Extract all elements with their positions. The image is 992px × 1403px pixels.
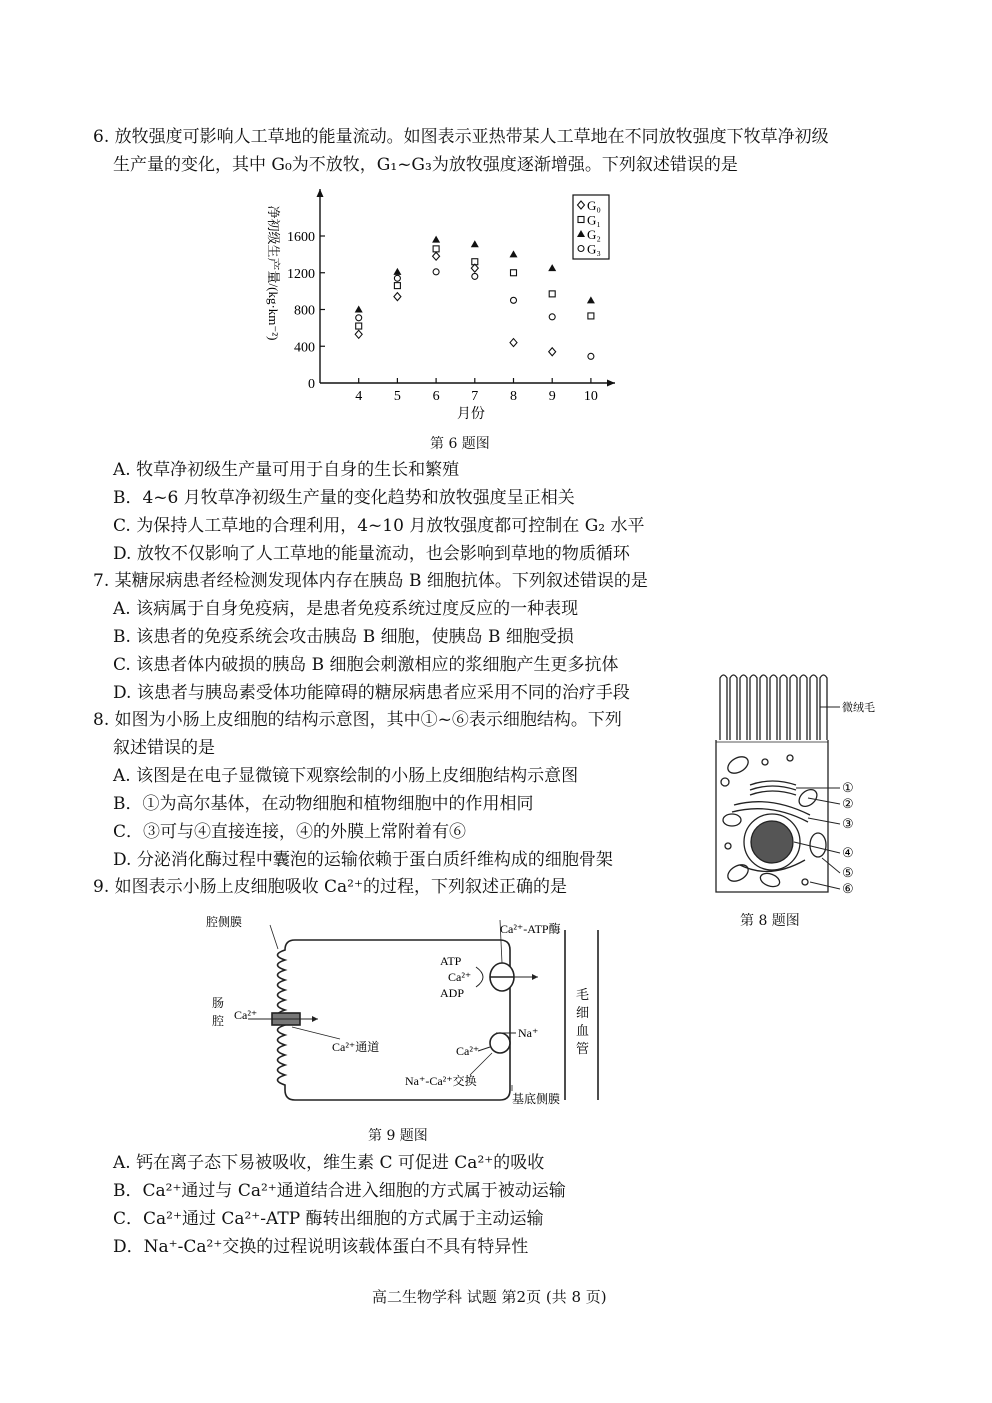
y-axis-arrow — [317, 189, 324, 197]
q9-label-capillary-1: 毛 — [576, 987, 590, 1002]
point-triangle — [510, 250, 518, 257]
microvillus — [800, 675, 807, 740]
y-tick-label: 400 — [294, 340, 315, 356]
q9-label-capillary-3: 血 — [576, 1023, 590, 1038]
q9-option-d: D．Na⁺-Ca²⁺交换的过程说明该载体蛋白不具有特异性 — [113, 1237, 529, 1257]
q9-label-ca-pump: Ca²⁺ — [448, 970, 472, 984]
point-square — [549, 291, 555, 297]
point-triangle — [432, 236, 440, 243]
q8-stem-line1: 8. 如图为小肠上皮细胞的结构示意图，其中①~⑥表示细胞结构。下列 — [93, 710, 622, 730]
legend-marker — [578, 217, 584, 223]
q9-label-lumen-membrane: 腔侧膜 — [206, 915, 243, 929]
microvillus — [770, 675, 777, 740]
legend-label: G₂ — [587, 227, 601, 242]
legend-marker — [578, 201, 585, 209]
q9-label-adp: ADP — [440, 986, 465, 1000]
q6-option-b: B．4~6 月牧草净初级生产量的变化趋势和放牧强度呈正相关 — [113, 488, 575, 508]
q8-label-microvilli: 微绒毛 — [842, 702, 875, 714]
q8-option-c: C．③可与④直接连接，④的外膜上常附着有⑥ — [113, 822, 467, 842]
q8-stem-line2: 叙述错误的是 — [113, 738, 215, 758]
point-circle — [549, 314, 555, 320]
q8-cell-diagram — [710, 670, 900, 905]
q7-option-a: A. 该病属于自身免疫病，是患者免疫系统过度反应的一种表现 — [113, 599, 579, 619]
q8-marker-3: ③ — [842, 816, 854, 831]
microvillus — [810, 675, 817, 740]
legend-label: G₁ — [587, 212, 601, 228]
q6-caption: 第 6 题图 — [430, 436, 490, 452]
point-diamond — [433, 252, 440, 260]
q9-label-lumen-2: 腔 — [212, 1014, 225, 1028]
q9-label-exchanger: Na⁺-Ca²⁺交换 — [405, 1074, 477, 1088]
q8-marker-2: ② — [842, 796, 854, 811]
q9-label-basal-membrane: 基底侧膜 — [512, 1092, 561, 1106]
q9-label-capillary-2: 细 — [576, 1005, 590, 1020]
q7-stem: 7. 某糖尿病患者经检测发现体内存在胰岛 B 细胞抗体。下列叙述错误的是 — [93, 571, 648, 591]
microvillus — [820, 675, 827, 740]
x-axis-title: 月份 — [456, 407, 485, 422]
point-circle — [394, 275, 400, 281]
q7-option-c: C. 该患者体内破损的胰岛 B 细胞会刺激相应的浆细胞产生更多抗体 — [113, 655, 619, 675]
legend-marker — [577, 230, 585, 237]
legend-label: G₃ — [587, 241, 601, 257]
point-diamond — [471, 264, 478, 272]
q9-label-lumen-1: 肠 — [212, 996, 225, 1010]
point-triangle — [471, 240, 479, 247]
q9-caption: 第 9 题图 — [368, 1128, 428, 1144]
q8-marker-4: ④ — [842, 845, 854, 860]
q6-stem-line1: 6. 放牧强度可影响人工草地的能量流动。如图表示亚热带某人工草地在不同放牧强度下牧草净初级 — [93, 127, 829, 147]
q6-chart — [255, 183, 630, 423]
microvillus — [750, 675, 757, 740]
x-tick-label: 7 — [471, 389, 479, 404]
y-axis-title: 净初级生产量/(kg·km⁻²) — [266, 205, 281, 341]
q9-option-c: C．Ca²⁺通过 Ca²⁺-ATP 酶转出细胞的方式属于主动运输 — [113, 1209, 544, 1229]
q6-option-d: D. 放牧不仅影响了人工草地的能量流动，也会影响到草地的物质循环 — [113, 544, 630, 564]
q9-option-a: A. 钙在离子态下易被吸收，维生素 C 可促进 Ca²⁺的吸收 — [113, 1153, 545, 1173]
legend-label: G₀ — [587, 198, 601, 213]
point-circle — [356, 315, 362, 321]
point-triangle — [587, 296, 595, 303]
q8-option-b: B．①为高尔基体，在动物细胞和植物细胞中的作用相同 — [113, 794, 534, 814]
point-diamond — [355, 330, 362, 338]
point-circle — [511, 297, 517, 303]
point-circle — [588, 353, 594, 359]
page-footer: 高二生物学科 试题 第2页 (共 8 页) — [372, 1288, 607, 1306]
q8-option-d: D. 分泌消化酶过程中囊泡的运输依赖于蛋白质纤维构成的细胞骨架 — [113, 850, 613, 870]
point-square — [433, 246, 439, 252]
microvillus — [760, 675, 767, 740]
point-square — [356, 323, 362, 329]
y-tick-label: 1600 — [287, 230, 315, 245]
q9-option-b: B．Ca²⁺通过与 Ca²⁺通道结合进入细胞的方式属于被动运输 — [113, 1181, 566, 1201]
legend-marker — [578, 246, 584, 252]
microvillus — [720, 675, 727, 740]
q9-label-na: Na⁺ — [518, 1026, 539, 1040]
q9-label-pump: Ca²⁺-ATP酶 — [500, 922, 561, 936]
point-diamond — [510, 339, 517, 347]
x-tick-label: 6 — [432, 389, 440, 404]
q8-marker-5: ⑤ — [842, 865, 854, 880]
q8-marker-1: ① — [842, 780, 854, 795]
q9-label-atp: ATP — [440, 954, 462, 968]
q9-label-capillary-4: 管 — [576, 1041, 590, 1056]
y-tick-label: 0 — [308, 377, 315, 392]
point-triangle — [548, 264, 556, 271]
microvillus — [790, 675, 797, 740]
microvillus — [740, 675, 747, 740]
point-diamond — [549, 348, 556, 356]
point-square — [588, 313, 594, 319]
q9-label-channel: Ca²⁺通道 — [332, 1040, 380, 1054]
microvillus — [780, 675, 787, 740]
point-triangle — [355, 306, 363, 313]
q6-stem-line2: 生产量的变化，其中 G₀为不放牧，G₁~G₃为放牧强度逐渐增强。下列叙述错误的是 — [113, 155, 738, 175]
q7-option-d: D. 该患者与胰岛素受体功能障碍的糖尿病患者应采用不同的治疗手段 — [113, 683, 630, 703]
q9-stem: 9. 如图表示小肠上皮细胞吸收 Ca²⁺的过程，下列叙述正确的是 — [93, 877, 567, 897]
q8-option-a: A. 该图是在电子显微镜下观察绘制的小肠上皮细胞结构示意图 — [113, 766, 579, 786]
point-circle — [472, 273, 478, 279]
microvillus — [730, 675, 737, 740]
point-square — [511, 270, 517, 276]
x-tick-label: 8 — [510, 389, 517, 404]
y-tick-label: 800 — [294, 303, 315, 319]
q6-option-c: C. 为保持人工草地的合理利用，4~10 月放牧强度都可控制在 G₂ 水平 — [113, 516, 645, 536]
q8-caption: 第 8 题图 — [740, 913, 800, 929]
q7-option-b: B. 该患者的免疫系统会攻击胰岛 B 细胞，使胰岛 B 细胞受损 — [113, 627, 574, 647]
x-tick-label: 5 — [393, 389, 401, 404]
x-tick-label: 9 — [548, 389, 556, 404]
q9-label-ca-left: Ca²⁺ — [234, 1008, 258, 1022]
point-triangle — [393, 268, 401, 275]
x-tick-label: 10 — [583, 389, 598, 404]
point-square — [394, 283, 400, 289]
q9-label-ca-exchange: Ca²⁺ — [456, 1044, 480, 1058]
q8-marker-6: ⑥ — [842, 881, 854, 896]
point-circle — [433, 269, 439, 275]
x-axis-arrow — [607, 380, 615, 387]
x-tick-label: 4 — [355, 389, 363, 404]
q6-option-a: A. 牧草净初级生产量可用于自身的生长和繁殖 — [113, 460, 460, 480]
y-tick-label: 1200 — [287, 266, 315, 282]
point-diamond — [394, 293, 401, 301]
q9-transport-diagram — [200, 915, 620, 1115]
